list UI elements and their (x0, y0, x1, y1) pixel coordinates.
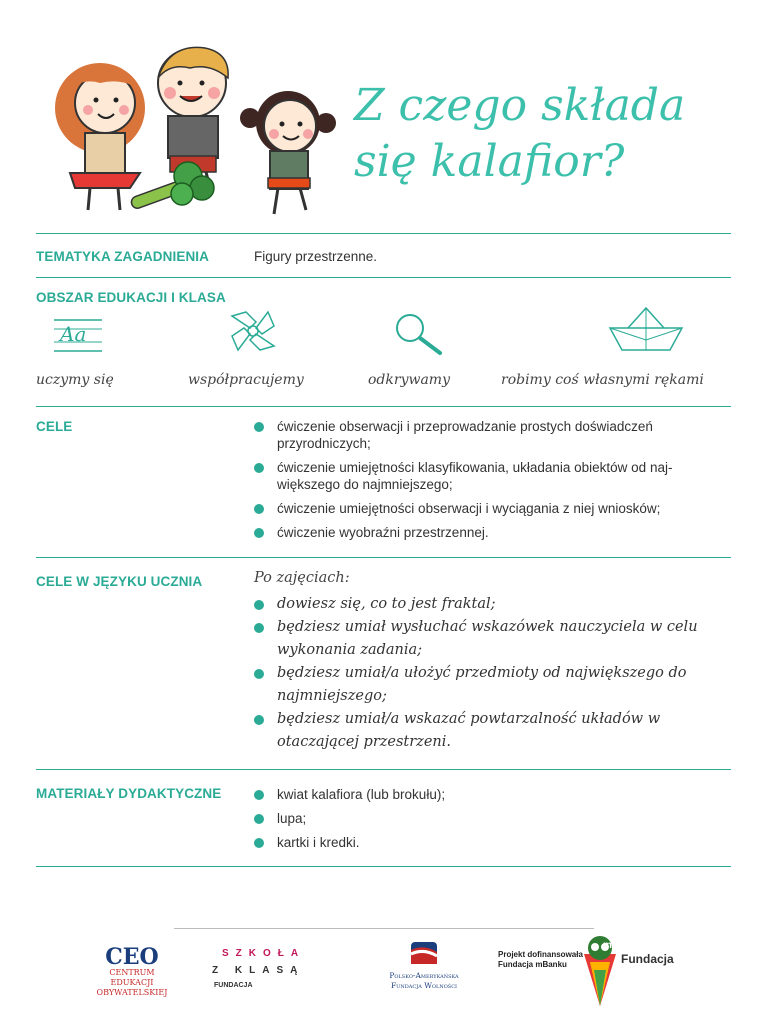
tematyka-label: TEMATYKA ZAGADNIENIA (36, 249, 209, 264)
bullet-icon (254, 715, 264, 725)
list-item: będziesz umiał/a ułożyć przedmioty od największego do najmniejszego; (254, 662, 724, 708)
icon-caption-robimy: robimy coś własnymi rękami (501, 372, 704, 388)
divider (36, 769, 731, 770)
mbank-project-note: Projekt dofinansowała Fundacja mBanku (498, 950, 583, 969)
materialy-label: MATERIAŁY DYDAKTYCZNE (36, 786, 222, 801)
mbank-m: m (603, 940, 612, 951)
divider (36, 557, 731, 558)
magnifier-icon (392, 312, 446, 356)
handshake-icon (228, 308, 278, 354)
divider (36, 277, 731, 278)
bullet-icon (254, 623, 264, 633)
cele-ucznia-label: CELE W JĘZYKU UCZNIA (36, 574, 203, 589)
bullet-icon (254, 504, 264, 514)
bullet-icon (254, 790, 264, 800)
cele-label: CELE (36, 419, 73, 434)
pafw-logo: Polsko-Amerykańska Fundacja Wolności (376, 940, 472, 991)
materialy-list (254, 786, 724, 858)
divider (36, 233, 731, 234)
tematyka-value: Figury przestrzenne. (254, 249, 378, 264)
svg-text:Aa: Aa (60, 322, 87, 346)
mbank-owl-icon (580, 934, 620, 1006)
list-item: ćwiczenie wyobraźni przestrzennej. (254, 524, 724, 541)
bullet-icon (254, 600, 264, 610)
list-item: będziesz umiał wysłuchać wskazówek nauczyciela w celu wykonania zadania; (254, 616, 724, 662)
list-item: dowiesz się, co to jest fraktal; (254, 593, 724, 616)
szkola-z-klasa-logo: SZKOŁA Z KLASĄ FUNDACJA (212, 948, 306, 989)
bullet-icon (254, 528, 264, 538)
icon-caption-odkrywamy: odkrywamy (368, 372, 450, 388)
list-item: ćwiczenie umiejętności klasyfikowania, układania obiektów od naj-większego do najmniejszego; (254, 459, 724, 493)
list-item: lupa; (254, 810, 724, 827)
page-title: Z czego składa się kalafior? (354, 80, 686, 187)
obszar-label: OBSZAR EDUKACJI I KLASA (36, 290, 226, 305)
list-item: kartki i kredki. (254, 834, 724, 851)
divider (36, 866, 731, 867)
divider (36, 406, 731, 407)
bullet-icon (254, 838, 264, 848)
icon-caption-wspolpracujemy: współpracujemy (188, 372, 304, 388)
flag-icon (409, 940, 439, 966)
bullet-icon (254, 814, 264, 824)
cele-ucznia-list (254, 593, 724, 754)
alphabet-icon (52, 314, 104, 354)
cele-ucznia-intro: Po zajęciach: (254, 570, 350, 586)
footer-divider (174, 928, 594, 929)
mbank-fundacja: Fundacja (621, 952, 674, 966)
list-item: ćwiczenie umiejętności obserwacji i wyciągania z niej wniosków; (254, 500, 724, 517)
list-item: będziesz umiał/a wskazać powtarzalność układów w otaczającej przestrzeni. (254, 708, 724, 754)
paper-boat-icon (608, 306, 684, 354)
icon-caption-uczymy: uczymy się (36, 372, 114, 388)
cele-list (254, 418, 724, 548)
bullet-icon (254, 463, 264, 473)
ceo-logo: CEO CENTRUM EDUKACJI OBYWATELSKIEJ (96, 944, 168, 997)
children-illustration (30, 38, 340, 228)
list-item: kwiat kalafiora (lub brokułu); (254, 786, 724, 803)
bullet-icon (254, 422, 264, 432)
bullet-icon (254, 669, 264, 679)
list-item: ćwiczenie obserwacji i przeprowadzanie prostych doświadczeń przyrodniczych; (254, 418, 724, 452)
